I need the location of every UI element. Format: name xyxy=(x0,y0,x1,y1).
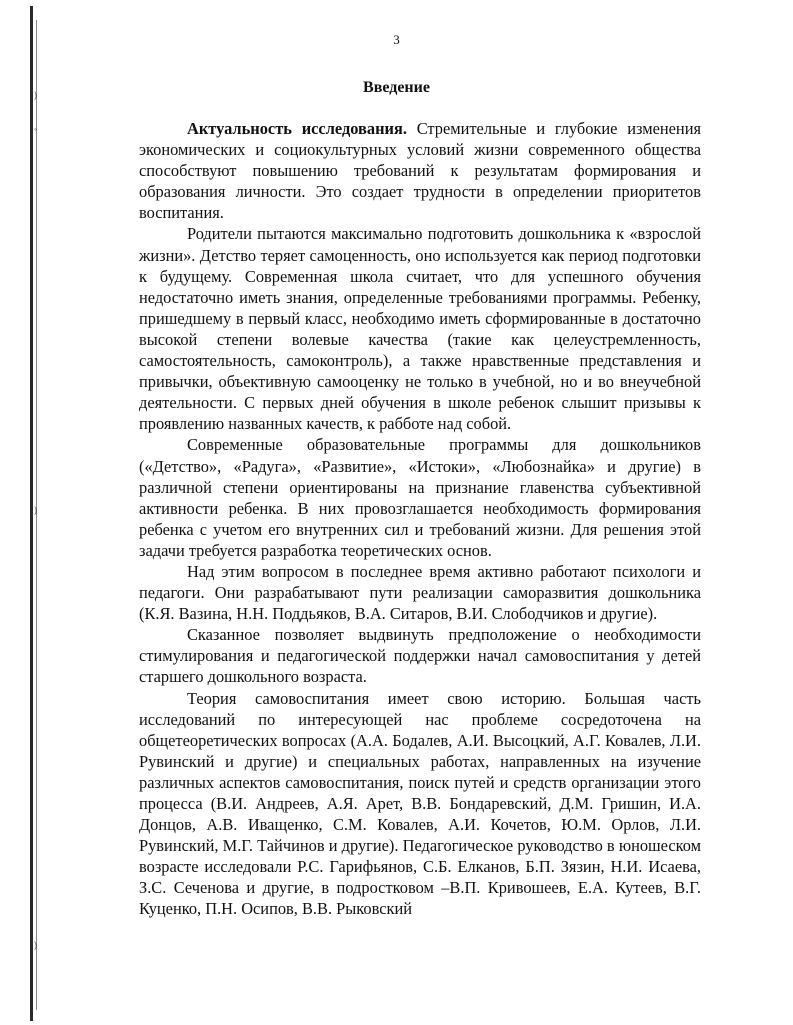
binding-line xyxy=(36,20,37,1010)
paragraph-lead: Актуальность исследования. xyxy=(187,119,407,138)
binding-mark: ) xyxy=(34,940,37,950)
binding-mark: ) xyxy=(34,505,37,515)
paragraph: Сказанное позволяет выдвинуть предположение о необходимости стимулирования и педагогической поддержки начал самовоспитания у детей старшего дошкольного возраста. xyxy=(139,625,701,687)
paragraph: Родители пытаются максимально подготовить дошкольника к «взрослой жизни». Детство теряет самоценность, оно используется как период подготовки к будущему. Современная школа считает, что для успешного обучения недостаточно иметь знания, определенные требованиями программы. Ребенку, пришедшему в первый класс, необходимо иметь сформированные в достаточно высокой степени волевые качества (такие как целеустремленность, самостоятельность, самоконтроль), а также нравственные представления и привычки, объективную самооценку не только в учебной, но и во внеучебной деятельности. С первых дней обучения в школе ребенок слышит призывы к проявлению названных качеств, к рабботе над собой. xyxy=(139,224,701,434)
paragraph: Современные образовательные программы для дошкольников («Детство», «Радуга», «Развитие», «Истоки», «Любознайка» и другие) в различной степени ориентированы на признание главенства субъективной активности ребенка. В них провозглашается необходимость формирования ребенка с учетом его внутренних сил и требований жизни. Для решения этой задачи требуется разработка теоретических основ. xyxy=(139,435,701,560)
binding-edge xyxy=(30,6,33,1021)
page-number: 3 xyxy=(393,32,400,47)
paragraph: Над этим вопросом в последнее время активно работают психологи и педагоги. Они разрабатывают пути реализации саморазвития дошкольника (К.Я. Вазина, Н.Н. Поддьяков, В.А. Ситаров, В.И. Слободчиков и другие). xyxy=(139,561,701,624)
paragraph: Теория самовоспитания имеет свою историю. Большая часть исследований по интересующей нас проблеме сосредоточена на общетеоретических вопросах (А.А. Бодалев, А.И. Высоцкий, А.Г. Ковалев, Л.И. Рувинский и другие) и специальных работах, направленных на изучение различных аспектов самовоспитания, поиск путей и средств организации этого процесса (В.И. Андреев, А.Я. Арет, В.В. Бондаревский, Д.М. Гришин, И.А. Донцов, А.В. Иващенко, С.М. Ковалев, А.И. Кочетов, Ю.М. Орлов, Л.И. Рувинский, М.Г. Тайчинов и другие). Педагогическое руководство в юношеском возрасте исследовали Р.С. Гарифьянов, С.Б. Елканов, Б.П. Зязин, Н.И. Исаева, З.С. Сеченова и другие, в подростковом –В.П. Кривошеев, Е.А. Кутеев, В.Г. Куценко, П.Н. Осипов, В.В. Рыковский xyxy=(139,688,701,919)
paragraph-text: Стремительные и глубокие изменения экономических и социокультурных условий жизни современного общества способствуют повышению требований к результатам формирования и образования личности. Это создает трудности в определении приоритетов воспитания. xyxy=(139,119,702,223)
paragraph xyxy=(139,118,701,223)
binding-mark: ) xyxy=(34,90,37,100)
page-title: Введение xyxy=(363,79,430,96)
binding-mark: ◦ xyxy=(34,124,38,134)
body-text xyxy=(139,118,701,920)
